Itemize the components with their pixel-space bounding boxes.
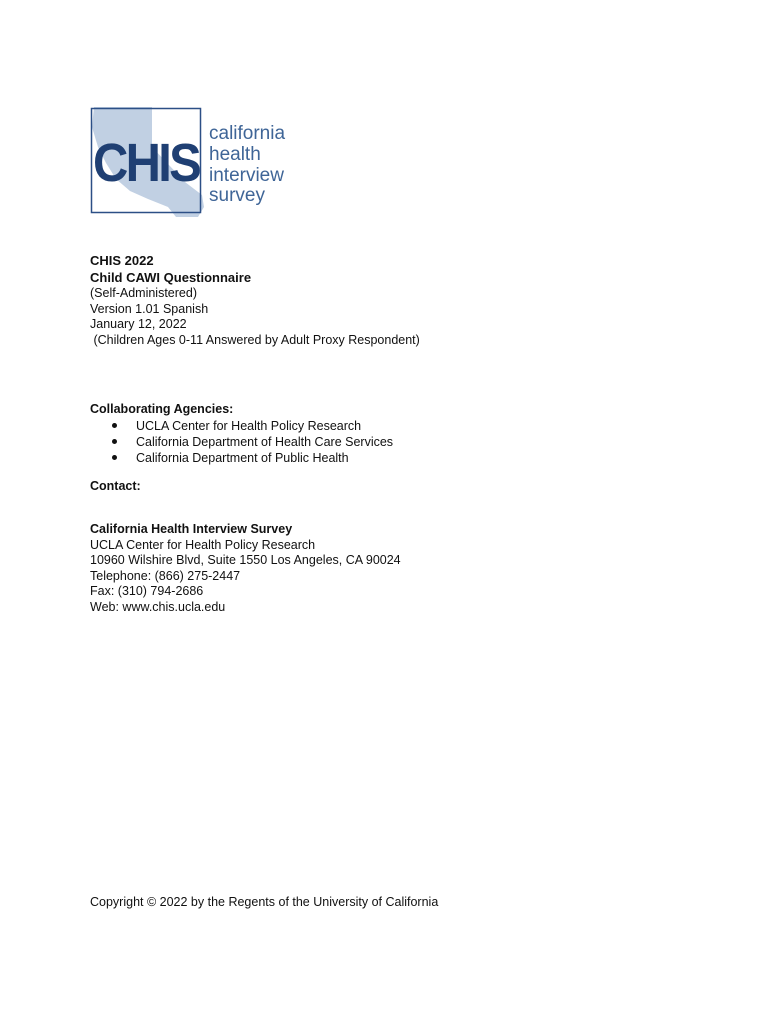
audience-note: (Children Ages 0-11 Answered by Adult Proxy Respondent) [90,332,420,347]
chis-logo [90,107,295,217]
agency-name: California Department of Public Health [136,450,349,465]
list-item [90,434,393,450]
administration-mode: (Self-Administered) [90,286,197,300]
logo-word-survey: survey [209,185,265,206]
bullet-icon [112,439,117,444]
logo-mark-text: CHIS [93,133,200,193]
agencies-list [90,418,393,466]
logo-word-interview: interview [209,165,284,186]
bullet-icon [112,423,117,428]
agencies-heading: Collaborating Agencies: [90,402,234,416]
organization-dept: UCLA Center for Health Policy Research [90,537,316,552]
bullet-icon [112,455,117,460]
organization-telephone: Telephone: (866) 275-2447 [90,568,241,583]
organization-fax: Fax: (310) 794-2686 [90,584,204,598]
copyright-notice: Copyright © 2022 by the Regents of the University of California [90,895,439,909]
agency-name: California Department of Health Care Services [136,434,394,449]
contact-section [90,479,141,495]
collaborating-agencies [90,402,393,466]
list-item [90,450,393,466]
agency-name: UCLA Center for Health Policy Research [136,418,362,433]
document-subtitle: Child CAWI Questionnaire [90,270,252,285]
list-item [90,418,393,434]
document-date: January 12, 2022 [90,317,187,331]
document-title-block [90,252,420,348]
logo-word-california: california [209,123,286,144]
organization-address: 10960 Wilshire Blvd, Suite 1550 Los Angeles, CA 90024 [90,553,401,567]
document-title: CHIS 2022 [90,253,154,268]
version-text: Version 1.01 Spanish [90,301,209,316]
organization-name: California Health Interview Survey [90,522,293,536]
logo-word-health: health [209,144,261,165]
chis-logo-graphic [90,107,295,217]
contact-heading: Contact: [90,479,141,493]
organization-details [90,522,401,615]
organization-web: Web: www.chis.ucla.edu [90,599,226,614]
